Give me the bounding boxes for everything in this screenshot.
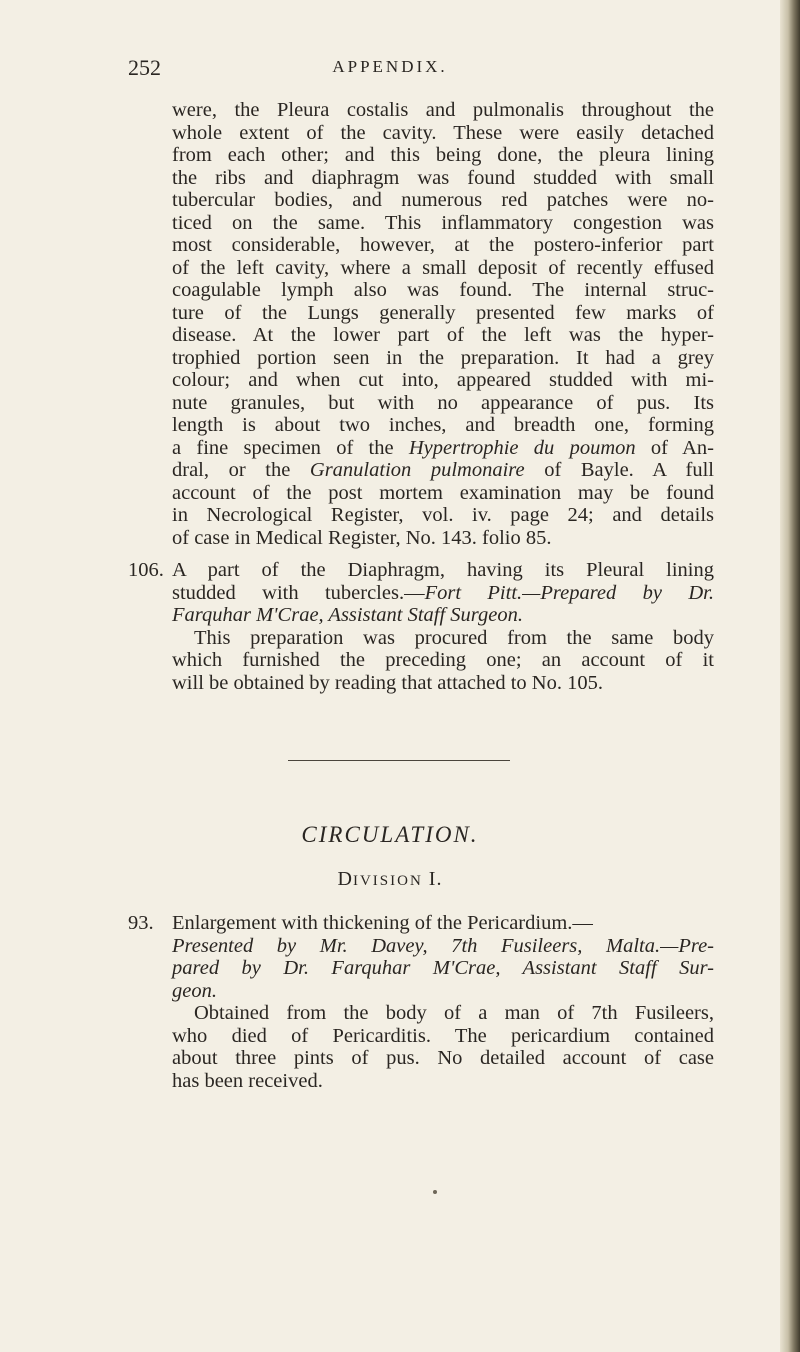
text-line: in Necrological Register, vol. iv. page 24; and details bbox=[172, 504, 714, 526]
ink-speck bbox=[433, 1190, 437, 1194]
text-line bbox=[172, 459, 714, 482]
text-line: of the left cavity, where a small deposit of recently effused bbox=[172, 256, 714, 279]
italic-attribution: geon. bbox=[172, 979, 217, 1002]
italic-term: Hypertrophie du poumon bbox=[408, 436, 636, 459]
italic-attribution: Presented by Mr. Davey, 7th Fusileers, Malta.—Pre- bbox=[172, 934, 714, 957]
text-line: ture of the Lungs generally presented few marks of bbox=[172, 301, 714, 324]
entry-number: 106. bbox=[128, 559, 164, 581]
text-line: about three pints of pus. No detailed account of case bbox=[172, 1047, 714, 1069]
text-line bbox=[172, 582, 714, 605]
text-line: the ribs and diaphragm was found studded with small bbox=[172, 166, 714, 189]
text-line: ticed on the same. This inflammatory congestion was bbox=[172, 211, 714, 234]
entry-number: 93. bbox=[128, 912, 154, 934]
text-line: trophied portion seen in the preparation. It had a grey bbox=[172, 346, 714, 369]
text-line: Enlargement with thickening of the Pericardium.— bbox=[172, 912, 593, 934]
italic-attribution: Fort Pitt.—Prepared by Dr. bbox=[424, 581, 715, 604]
text-line: who died of Pericarditis. The pericardium contained bbox=[172, 1024, 714, 1047]
text-line: length is about two inches, and breadth one, forming bbox=[172, 414, 714, 436]
text-line bbox=[172, 957, 714, 980]
page-header bbox=[0, 55, 780, 85]
text-line: most considerable, however, at the postero-inferior part bbox=[172, 234, 714, 256]
italic-attribution: Farquhar M'Crae, Assistant Staff Surgeon. bbox=[172, 604, 524, 626]
division-small-caps: IVISION bbox=[352, 873, 423, 889]
entry-93 bbox=[128, 912, 714, 1092]
text-line: tubercular bodies, and numerous red patches were no- bbox=[172, 189, 714, 211]
division-number: I. bbox=[428, 868, 443, 890]
running-head: APPENDIX. bbox=[332, 57, 448, 76]
paragraph-continuation bbox=[172, 99, 714, 549]
text-line: were, the Pleura costalis and pulmonalis throughout the bbox=[172, 99, 714, 121]
text-line: will be obtained by reading that attached to No. 105. bbox=[172, 671, 603, 694]
entry-106 bbox=[128, 559, 715, 694]
text-line bbox=[172, 437, 714, 460]
text-line: Obtained from the body of a man of 7th Fusileers, bbox=[194, 1002, 714, 1024]
text-line bbox=[172, 935, 714, 958]
section-divider-rule bbox=[288, 760, 510, 761]
text-line: from each other; and this being done, the pleura lining bbox=[172, 144, 714, 166]
text-line bbox=[172, 980, 714, 1003]
text-line: This preparation was procured from the same body bbox=[194, 626, 714, 649]
page-edge-shadow bbox=[780, 0, 800, 1352]
italic-attribution: pared by Dr. Farquhar M'Crae, Assistant Staff Sur- bbox=[172, 957, 714, 979]
division-initial: D bbox=[337, 868, 353, 890]
text-line: has been received. bbox=[172, 1069, 323, 1092]
text-line: account of the post mortem examination may be found bbox=[172, 481, 714, 504]
text-line: disease. At the lower part of the left was the hyper- bbox=[172, 324, 714, 346]
section-title: CIRCULATION. bbox=[301, 822, 479, 847]
text-line: colour; and when cut into, appeared studded with mi- bbox=[172, 369, 714, 391]
text-line: which furnished the preceding one; an account of it bbox=[172, 649, 714, 671]
text-run: of An- bbox=[635, 436, 714, 459]
text-run: a fine specimen of the bbox=[172, 436, 409, 459]
text-line: A part of the Diaphragm, having its Pleural lining bbox=[172, 559, 714, 581]
text-run: dral, or the bbox=[172, 459, 310, 481]
division-heading bbox=[0, 868, 780, 891]
text-line: coagulable lymph also was found. The internal struc- bbox=[172, 279, 714, 301]
text-line: nute granules, but with no appearance of pus. Its bbox=[172, 391, 714, 414]
text-run: of Bayle. A full bbox=[524, 459, 714, 481]
page-number: 252 bbox=[128, 55, 161, 80]
text-line bbox=[172, 604, 714, 627]
text-line: of case in Medical Register, No. 143. folio 85. bbox=[172, 526, 552, 549]
text-run: studded with tubercles.— bbox=[172, 581, 425, 604]
text-line: whole extent of the cavity. These were easily detached bbox=[172, 121, 714, 144]
italic-term: Granulation pulmonaire bbox=[309, 459, 525, 481]
